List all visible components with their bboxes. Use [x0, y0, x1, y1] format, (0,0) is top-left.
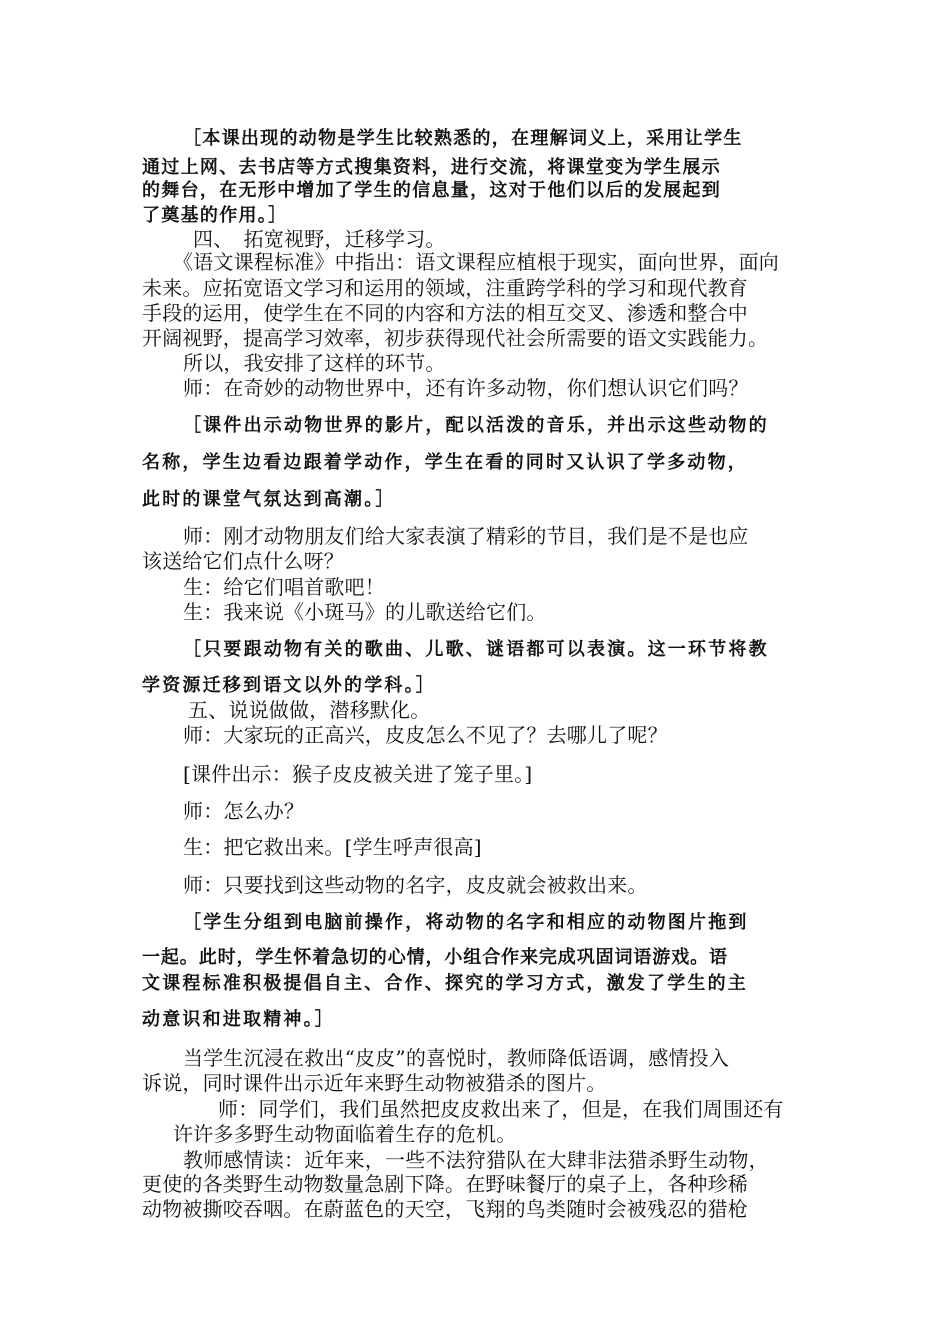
text-line: 该送给它们点什么呀？ — [142, 549, 344, 573]
text-line: 未来。应拓宽语文学习和运用的领域，注重跨学科的学习和现代教育 — [142, 276, 748, 300]
text-line: 动物被撕咬吞咽。在蔚蓝色的天空，飞翔的鸟类随时会被残忍的猎枪 — [142, 1197, 748, 1221]
text-line: 开阔视野，提高学习效率，初步获得现代社会所需要的语文实践能力。 — [142, 326, 769, 350]
section-heading: 四、 拓宽视野，迁移学习。 — [193, 227, 446, 251]
text-line: ［课件出示动物世界的影片，配以活泼的音乐，并出示这些动物的 — [183, 415, 769, 436]
text-line: 此时的课堂气氛达到高潮。］ — [142, 489, 396, 510]
text-line: 《语文课程标准》中指出：语文课程应植根于现实，面向世界，面向 — [173, 250, 779, 274]
text-line: [课件出示：猴子皮皮被关进了笼子里。] — [183, 762, 533, 786]
text-line: 生：给它们唱首歌吧！ — [183, 575, 385, 599]
text-line: 通过上网、去书店等方式搜集资料，进行交流，将课堂变为学生展示 — [142, 157, 721, 178]
text-line: 动意识和进取精神。］ — [142, 1009, 335, 1030]
text-line: 更使的各类野生动物数量急剧下降。在野味餐厅的桌子上，各种珍稀 — [142, 1172, 748, 1196]
text-line: 师：怎么办？ — [183, 799, 305, 823]
text-line: 名称，学生边看边跟着学动作，学生在看的同时又认识了学多动物， — [142, 452, 748, 473]
text-line: ［本课出现的动物是学生比较熟悉的，在理解词义上，采用让学生 — [183, 128, 743, 149]
text-line: 生：把它救出来。[学生呼声很高] — [183, 835, 482, 859]
text-line: 师：大家玩的正高兴，皮皮怎么不见了？去哪儿了呢？ — [183, 723, 668, 747]
text-line: 师：同学们，我们虽然把皮皮救出来了，但是，在我们周围还有 — [218, 1097, 784, 1121]
text-line: 手段的运用，使学生在不同的内容和方法的相互交叉、渗透和整合中 — [142, 301, 748, 325]
text-line: ［只要跟动物有关的歌曲、儿歌、谜语都可以表演。这一环节将教 — [183, 639, 769, 660]
text-line: 生：我来说《小斑马》的儿歌送给它们。 — [183, 600, 547, 624]
text-line: 师：刚才动物朋友们给大家表演了精彩的节目，我们是不是也应 — [183, 524, 749, 548]
text-line: 的舞台，在无形中增加了学生的信息量，这对于他们以后的发展起到 — [142, 180, 721, 201]
text-line: 一起。此时，学生怀着急切的心情，小组合作来完成巩固词语游戏。语 — [142, 947, 728, 968]
text-line: 了奠基的作用。］ — [142, 205, 288, 226]
text-line: 当学生沉浸在救出“皮皮”的喜悦时，教师降低语调，感情投入 — [183, 1046, 730, 1070]
text-line: ［学生分组到电脑前操作，将动物的名字和相应的动物图片拖到 — [183, 912, 749, 933]
text-line: 文课程标准积极提倡自主、合作、探究的学习方式，激发了学生的主 — [142, 973, 748, 994]
text-line: 许许多多野生动物面临着生存的危机。 — [173, 1122, 517, 1146]
text-line: 师：只要找到这些动物的名字，皮皮就会被救出来。 — [183, 873, 648, 897]
text-line: 所以，我安排了这样的环节。 — [183, 351, 446, 375]
text-line: 学资源迁移到语文以外的学科。］ — [142, 675, 436, 696]
text-line: 诉说，同时课件出示近年来野生动物被猎杀的图片。 — [142, 1071, 607, 1095]
section-heading: 五、说说做做，潜移默化。 — [188, 698, 431, 722]
text-line: 教师感情读：近年来，一些不法狩猎队在大肆非法猎杀野生动物， — [183, 1148, 769, 1172]
text-line: 师：在奇妙的动物世界中，还有许多动物，你们想认识它们吗？ — [183, 376, 749, 400]
